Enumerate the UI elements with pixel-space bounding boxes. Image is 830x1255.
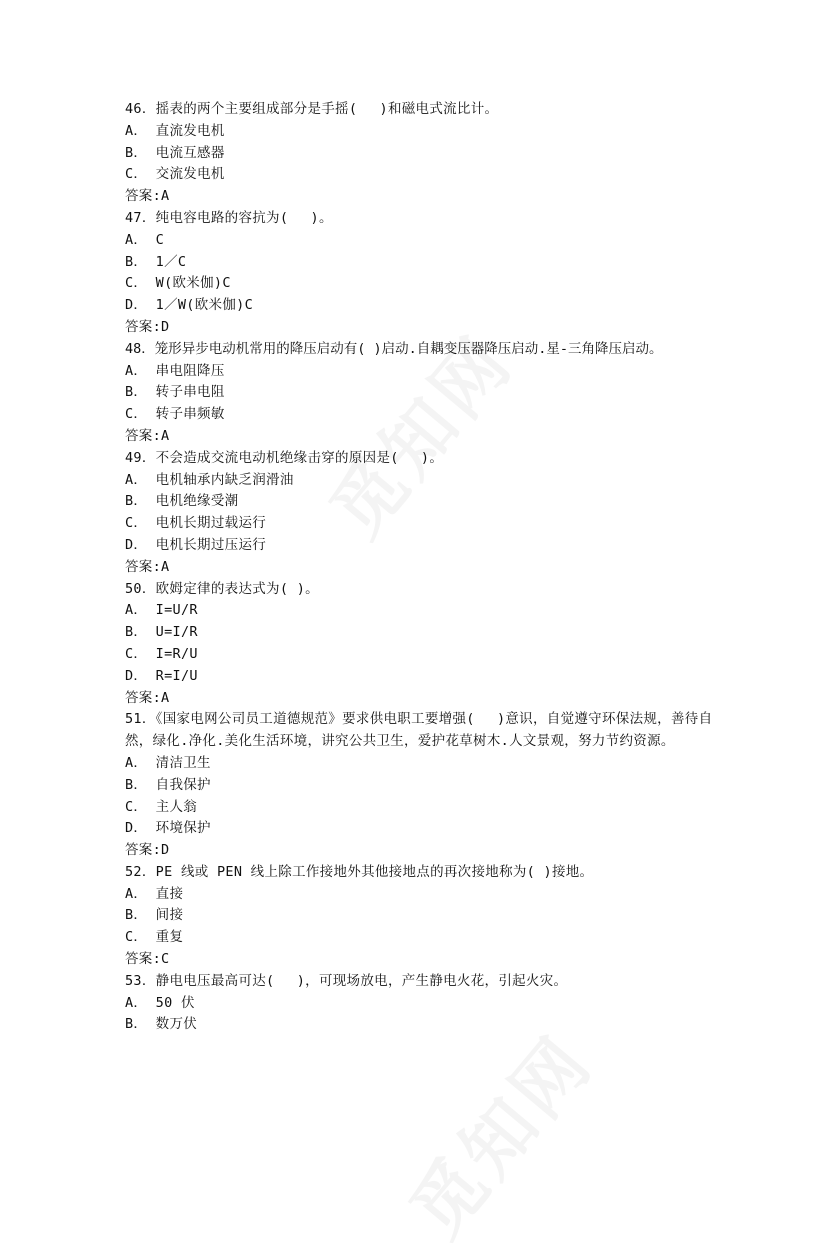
question-option: A． 电机轴承内缺乏润滑油 <box>125 471 294 488</box>
question-option: B． 自我保护 <box>125 776 211 793</box>
question-option: C． 交流发电机 <box>125 166 225 183</box>
question-option: D． 1／W(欧米伽)C <box>125 297 253 314</box>
question-option: A． 串电阻降压 <box>125 362 225 379</box>
question-item <box>125 579 715 710</box>
question-stem: 50．欧姆定律的表达式为( )。 <box>125 580 319 597</box>
question-option: C． 电机长期过载运行 <box>125 515 267 532</box>
question-item <box>125 709 715 862</box>
question-option: A． 直接 <box>125 885 184 902</box>
question-option: D． 环境保护 <box>125 820 211 837</box>
question-answer: 答案:D <box>125 318 170 335</box>
question-option: C． W(欧米伽)C <box>125 275 231 292</box>
question-option: A． 50 伏 <box>125 994 195 1011</box>
question-item <box>125 448 715 579</box>
question-option: B． 电机绝缘受潮 <box>125 493 239 510</box>
question-stem: 53．静电电压最高可达( )，可现场放电，产生静电火花，引起火灾。 <box>125 972 568 989</box>
question-option: B． 电流互感器 <box>125 144 225 161</box>
question-option: C． I=R/U <box>125 645 198 662</box>
question-option: D． 电机长期过压运行 <box>125 536 267 553</box>
question-stem: 49．不会造成交流电动机绝缘击穿的原因是( )。 <box>125 449 444 466</box>
question-answer: 答案:A <box>125 188 170 205</box>
question-list <box>125 99 715 1036</box>
question-stem: 46．摇表的两个主要组成部分是手摇( )和磁电式流比计。 <box>125 101 499 117</box>
question-option: B． 数万伏 <box>125 1016 198 1033</box>
question-option: C． 转子串频敏 <box>125 406 225 423</box>
question-option: D． R=I/U <box>125 667 198 684</box>
question-option: A． 直流发电机 <box>125 122 225 139</box>
watermark-text <box>382 1009 612 1255</box>
question-item <box>125 971 715 1036</box>
question-item <box>125 208 715 339</box>
question-option: A． 清洁卫生 <box>125 754 211 771</box>
question-stem: 51．《国家电网公司员工道德规范》要求供电职工要增强( )意识，自觉遵守环保法规，善待自然，绿化.净化.美化生活环境，讲究公共卫生，爱护花草树木.人文景观，努力节约资源。 <box>125 711 713 750</box>
question-answer: 答案:A <box>125 689 170 706</box>
question-option: B． 间接 <box>125 907 184 924</box>
question-answer: 答案:A <box>125 558 170 575</box>
question-option: A． C <box>125 231 165 248</box>
question-option: C． 重复 <box>125 929 184 946</box>
question-option: B． 转子串电阻 <box>125 384 225 401</box>
question-option: B． U=I/R <box>125 624 198 641</box>
question-answer: 答案:A <box>125 427 170 444</box>
question-item <box>125 339 715 448</box>
question-stem: 47．纯电容电路的容抗为( )。 <box>125 209 333 226</box>
question-stem: 52．PE 线或 PEN 线上除工作接地外其他接地点的再次接地称为( )接地。 <box>125 863 594 880</box>
question-option: C． 主人翁 <box>125 798 198 815</box>
question-option: A． I=U/R <box>125 602 198 619</box>
question-answer: 答案:D <box>125 842 170 859</box>
question-item <box>125 862 715 971</box>
question-item <box>125 99 715 208</box>
question-option: B． 1／C <box>125 253 187 270</box>
question-answer: 答案:C <box>125 951 170 968</box>
question-stem: 48．笼形异步电动机常用的降压启动有( )启动.自耦变压器降压启动.星-三角降压启动。 <box>125 340 663 357</box>
